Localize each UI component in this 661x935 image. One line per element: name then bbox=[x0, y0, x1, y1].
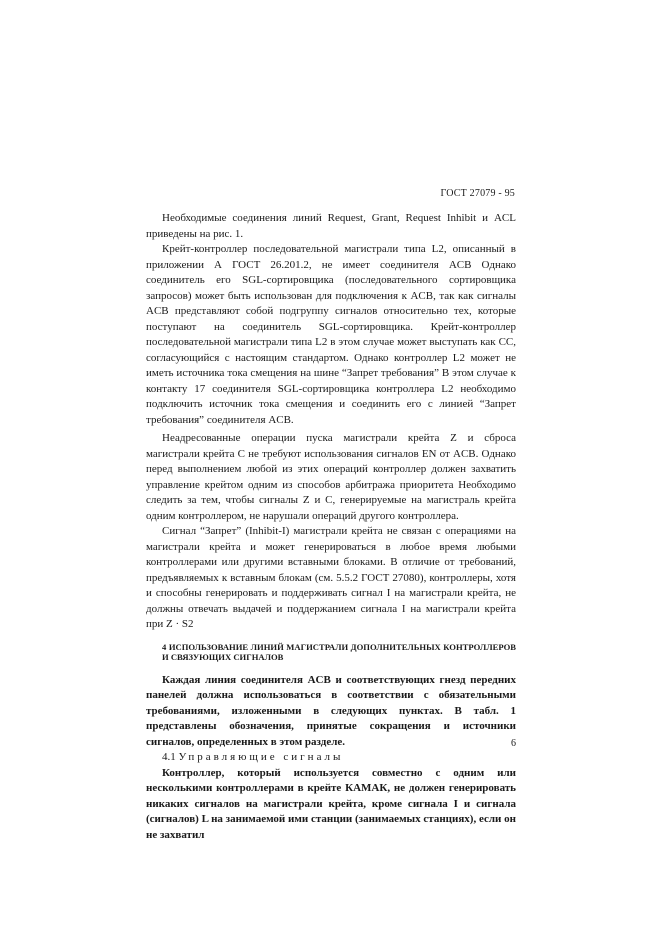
subsection-heading bbox=[146, 750, 516, 766]
subsection-title: Управляющие сигналы bbox=[178, 751, 344, 763]
paragraph-l2-controller: Крейт-контроллер последовательной магистрали типа L2, описанный в приложении А ГОСТ 26.201.2, не имеет соединителя ACB Однако соединитель его SGL-сортировщика (последовательного сортировщика запросов) может быть использован для подключения к ACB, так как сигналы ACB представляют собой подгруппу сигналов относительно тех, которые поступают на соединитель SGL-сортировщика. Крейт-контроллер последовательной магистрали типа L2 в этом случае может выступать как СС, согласующийся с настоящим стандартом. Однако контроллер L2 может не иметь источника тока смещения на шине “Запрет требования” В этом случае к контакту 17 соединителя SGL-сортировщика контроллера L2 необходимо подключить источник тока смещения и соединить его с линией “Запрет требования” соединителя ACB. bbox=[146, 243, 516, 426]
section-heading: 4 ИСПОЛЬЗОВАНИЕ ЛИНИЙ МАГИСТРАЛИ ДОПОЛНИТЕЛЬНЫХ КОНТРОЛЛЕРОВ И СВЯЗУЮЩИХ СИГНАЛОВ bbox=[162, 641, 516, 662]
bold-paragraph-controller: Контроллер, который используется совместно с одним или несколькими контроллерами в крейте КАМАК, не должен генерировать никаких сигналов на магистрали крейта, кроме сигнала I и сигнала (сигналов) L на занимаемой ими станции (занимаемых станциях), если он не захватил bbox=[146, 766, 516, 841]
paragraph-connections: Необходимые соединения линий Request, Grant, Request Inhibit и ACL приведены на рис. 1. bbox=[146, 212, 516, 240]
paragraph-inhibit-signal: Сигнал “Запрет” (Inhibit-I) магистрали крейта не связан с операциями на магистрали крейта и может генерироваться в любое время любыми контроллерами или другими вставными блоками. В отличие от требований, предъявляемых к вставным блокам (см. 5.5.2 ГОСТ 27080), контроллеры, хотя и способны генерировать и поддерживать сигнал I на магистрали крейта, не должны отвечать выдачей и поддержанием сигнала I на магистрали крейта при Z · S2 bbox=[146, 525, 516, 630]
document-body bbox=[146, 211, 516, 843]
page-number: 6 bbox=[511, 738, 516, 749]
subsection-number: 4.1 bbox=[162, 751, 176, 763]
paragraph-unaddressed-operations: Неадресованные операции пуска магистрали крейта Z и сброса магистрали крейта С не требуют использования сигналов EN от ACB. Однако перед выполнением любой из этих операций контроллер должен захватить управление крейтом одним из способов арбитража приоритета Необходимо следить за тем, чтобы сигналы Z и С, генерируемые на магистраль крейта одним контроллером, не нарушали операций другого контроллера. bbox=[146, 432, 516, 522]
standard-reference-header: ГОСТ 27079 - 95 bbox=[440, 188, 515, 199]
bold-paragraph-requirements: Каждая линия соединителя ACB и соответствующих гнезд передних панелей должна использоваться в соответствии с обязательными требованиями, изложенными в следующих пунктах. В табл. 1 представлены обозначения, принятые сокращения и источники сигналов, определенных в этом разделе. bbox=[146, 673, 516, 748]
